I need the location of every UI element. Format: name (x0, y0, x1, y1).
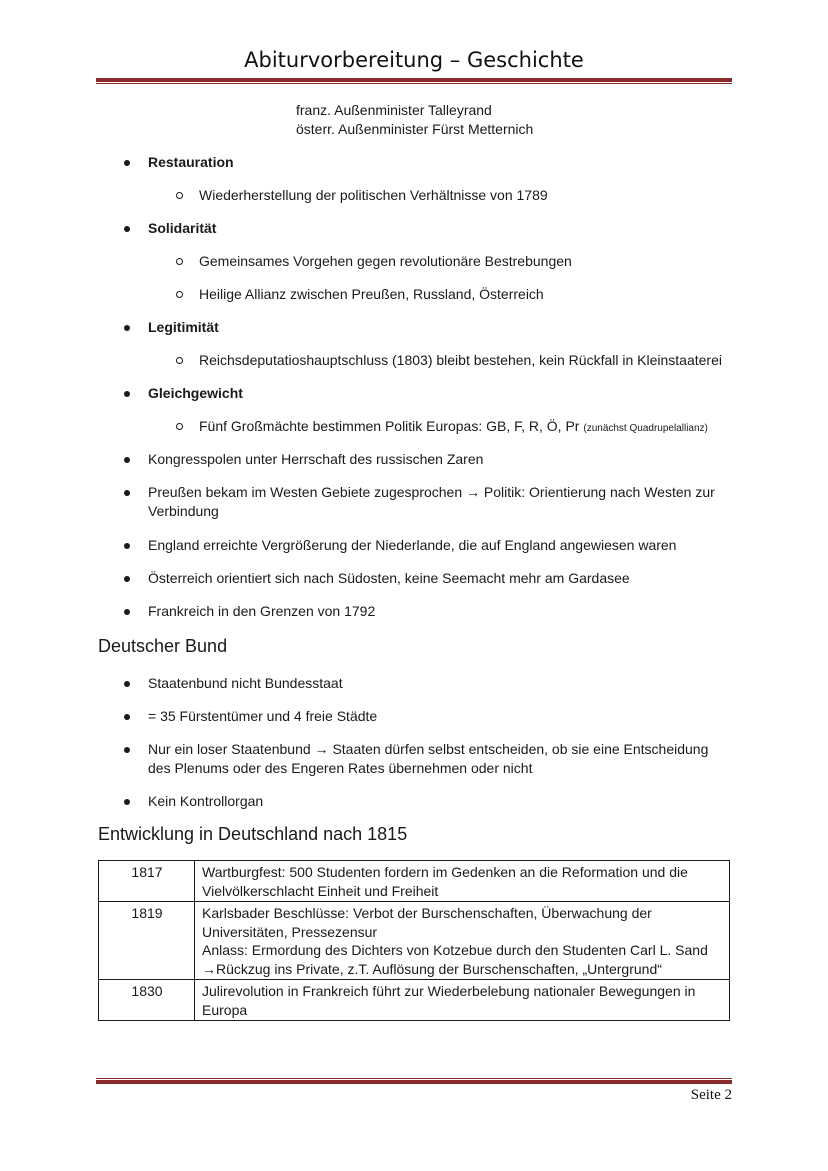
footer-rule (96, 1078, 732, 1084)
event-cell (195, 902, 730, 980)
bund-item: Kein Kontrollorgan (148, 793, 264, 809)
principle-sub-item (199, 417, 708, 438)
outcome-item: England erreichte Vergrößerung der Niederlande, die auf England angewiesen waren (148, 537, 677, 553)
event-text: Anlass: Ermordung des Dichters von Kotzebue durch den Studenten Carl L. Sand (202, 942, 708, 958)
event-cell: Wartburgfest: 500 Studenten fordern im Gedenken an die Reformation und die Vielvölkerschlacht Einheit und Freiheit (195, 861, 730, 902)
year-cell: 1819 (99, 902, 195, 980)
page-number: Seite 2 (690, 1087, 732, 1103)
section-heading-bund: Deutscher Bund (98, 636, 228, 656)
outcome-item: Österreich orientiert sich nach Südosten, keine Seemacht mehr am Gardasee (148, 570, 630, 586)
principle-sub-item: Heilige Allianz zwischen Preußen, Russland, Österreich (199, 286, 544, 302)
principle-sub-text: Fünf Großmächte bestimmen Politik Europas: GB, F, R, Ö, Pr (199, 418, 580, 434)
outcome-item: Preußen bekam im Westen Gebiete zugesprochen → Politik: Orientierung nach Westen zur Verbindung (148, 483, 728, 521)
timeline-table (98, 860, 730, 1021)
year-cell: 1817 (99, 861, 195, 902)
event-cell: Julirevolution in Frankreich führt zur Wiederbelebung nationaler Bewegungen in Europa (195, 980, 730, 1021)
principle-sub-item: Gemeinsames Vorgehen gegen revolutionäre Bestrebungen (199, 253, 572, 269)
bund-item: Staatenbund nicht Bundesstaat (148, 675, 343, 691)
header-rule (96, 78, 732, 84)
table-row (99, 980, 730, 1021)
principle-legitimitaet: Legitimität (148, 319, 219, 335)
outcome-item: Frankreich in den Grenzen von 1792 (148, 603, 376, 619)
bund-item: Nur ein loser Staatenbund → Staaten dürfen selbst entscheiden, ob sie eine Entscheidung des Plenums oder des Engeren Rates übernehmen oder nicht (148, 740, 718, 778)
outcome-item: Kongresspolen unter Herrschaft des russischen Zaren (148, 451, 484, 467)
event-text: →Rückzug ins Private, z.T. Auflösung der Burschenschaften, „Untergrund“ (202, 960, 662, 977)
principle-sub-item: Wiederherstellung der politischen Verhältnisse von 1789 (199, 187, 548, 203)
principle-restauration: Restauration (148, 154, 234, 170)
section-heading-development: Entwicklung in Deutschland nach 1815 (98, 824, 408, 844)
table-row (99, 902, 730, 980)
bund-item: = 35 Fürstentümer und 4 freie Städte (148, 708, 378, 724)
table-row (99, 861, 730, 902)
page-header-title: Abiturvorbereitung – Geschichte (244, 48, 584, 72)
year-cell: 1830 (99, 980, 195, 1021)
principle-sub-item: Reichsdeputatioshauptschluss (1803) bleibt bestehen, kein Rückfall in Kleinstaaterei (199, 352, 722, 368)
event-text: Karlsbader Beschlüsse: Verbot der Burschenschaften, Überwachung der Universitäten, Pressezensur (202, 905, 652, 940)
principle-solidaritaet: Solidarität (148, 220, 217, 236)
intro-line: österr. Außenminister Fürst Metternich (296, 121, 534, 137)
intro-line: franz. Außenminister Talleyrand (296, 102, 492, 118)
principle-gleichgewicht: Gleichgewicht (148, 385, 243, 401)
principle-note: (zunächst Quadrupelallianz) (583, 423, 708, 434)
